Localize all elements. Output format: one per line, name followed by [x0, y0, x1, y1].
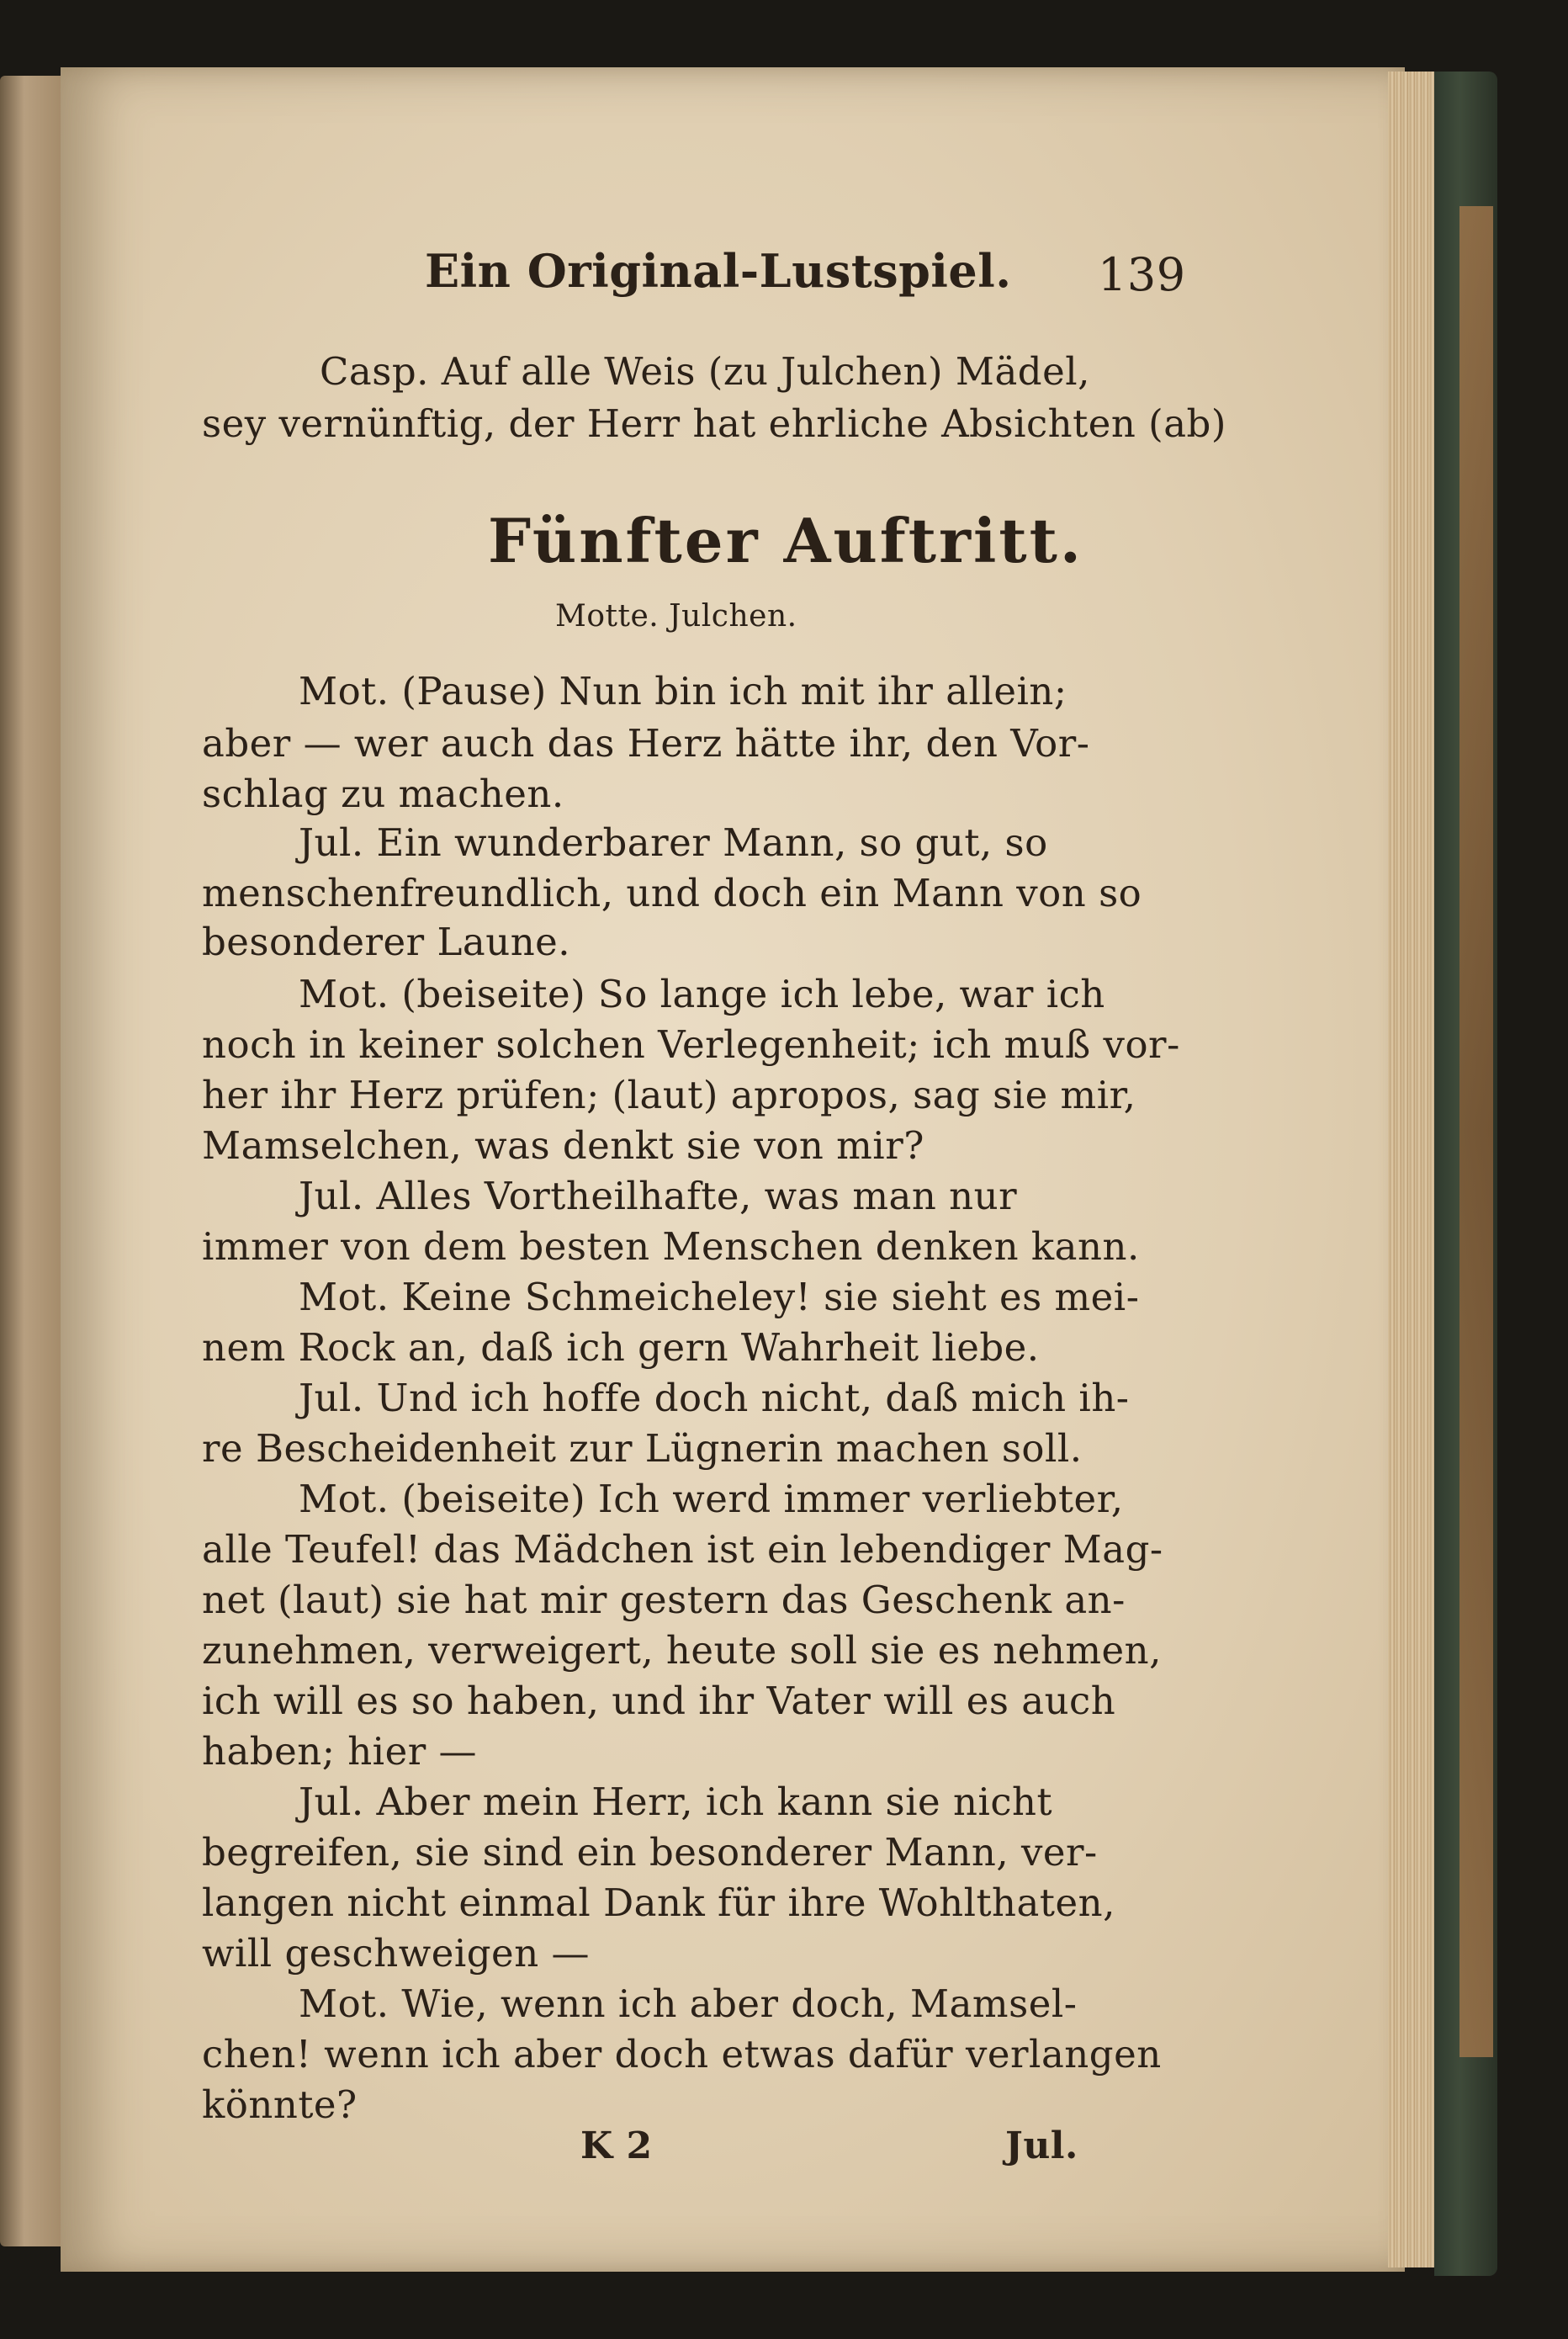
text-line: aber — wer auch das Herz hätte ihr, den Vor- — [202, 721, 1090, 766]
text-line: Jul. Und ich hoffe doch nicht, daß mich ih- — [299, 1376, 1130, 1420]
text-line: re Bescheidenheit zur Lügnerin machen soll. — [202, 1426, 1083, 1471]
signature-mark: K 2 — [580, 2124, 653, 2167]
text-line: nem Rock an, daß ich gern Wahrheit liebe. — [202, 1325, 1040, 1370]
text-line: Mamselchen, was denkt sie von mir? — [202, 1123, 924, 1168]
text-line: sey vernünftig, der Herr hat ehrliche Absichten (ab) — [202, 401, 1226, 446]
text-line: chen! wenn ich aber doch etwas dafür verlangen — [202, 2032, 1162, 2076]
text-line: immer von dem besten Menschen denken kann. — [202, 1224, 1140, 1269]
text-line: Mot. (beiseite) So lange ich lebe, war ich — [299, 972, 1105, 1016]
text-line: haben; hier — — [202, 1729, 478, 1774]
catchword: Jul. — [1005, 2124, 1078, 2167]
text-line: Mot. Wie, wenn ich aber doch, Mamsel- — [299, 1981, 1078, 2026]
text-line: alle Teufel! das Mädchen ist ein lebendiger Mag- — [202, 1527, 1163, 1572]
text-line: noch in keiner solchen Verlegenheit; ich muß vor- — [202, 1022, 1180, 1067]
text-line: begreifen, sie sind ein besonderer Mann, ver- — [202, 1830, 1098, 1875]
page-stack-edge — [1388, 72, 1438, 2267]
running-head: Ein Original-Lustspiel. — [425, 244, 1012, 298]
text-line: net (laut) sie hat mir gestern das Geschenk an- — [202, 1578, 1126, 1622]
text-line: Jul. Aber mein Herr, ich kann sie nicht — [299, 1779, 1053, 1824]
book-cover — [1434, 72, 1497, 2276]
text-line: Casp. Auf alle Weis (zu Julchen) Mädel, — [320, 349, 1090, 394]
text-line: ich will es so haben, und ihr Vater will es auch — [202, 1679, 1116, 1723]
text-line: könnte? — [202, 2082, 358, 2127]
page-number: 139 — [1098, 248, 1186, 301]
text-line: Mot. Keine Schmeicheley! sie sieht es mei- — [299, 1275, 1140, 1319]
text-line: Jul. Alles Vortheilhafte, was man nur — [299, 1174, 1018, 1218]
text-line: her ihr Herz prüfen; (laut) apropos, sag sie mir, — [202, 1073, 1136, 1117]
scene-persons: Motte. Julchen. — [555, 599, 797, 634]
text-line: besonderer Laune. — [202, 920, 571, 964]
previous-page-edge — [0, 76, 61, 2246]
text-line: zunehmen, verweigert, heute soll sie es nehmen, — [202, 1628, 1162, 1673]
scene-heading: Fünfter Auftritt. — [488, 505, 1083, 576]
text-line: Mot. (beiseite) Ich werd immer verliebter, — [299, 1477, 1124, 1521]
text-line: langen nicht einmal Dank für ihre Wohlthaten, — [202, 1880, 1115, 1925]
text-line: schlag zu machen. — [202, 772, 564, 816]
text-line: menschenfreundlich, und doch ein Mann von so — [202, 871, 1142, 915]
text-line: Mot. (Pause) Nun bin ich mit ihr allein; — [299, 669, 1067, 713]
text-line: Jul. Ein wunderbarer Mann, so gut, so — [299, 820, 1048, 865]
text-line: will geschweigen — — [202, 1931, 590, 1976]
